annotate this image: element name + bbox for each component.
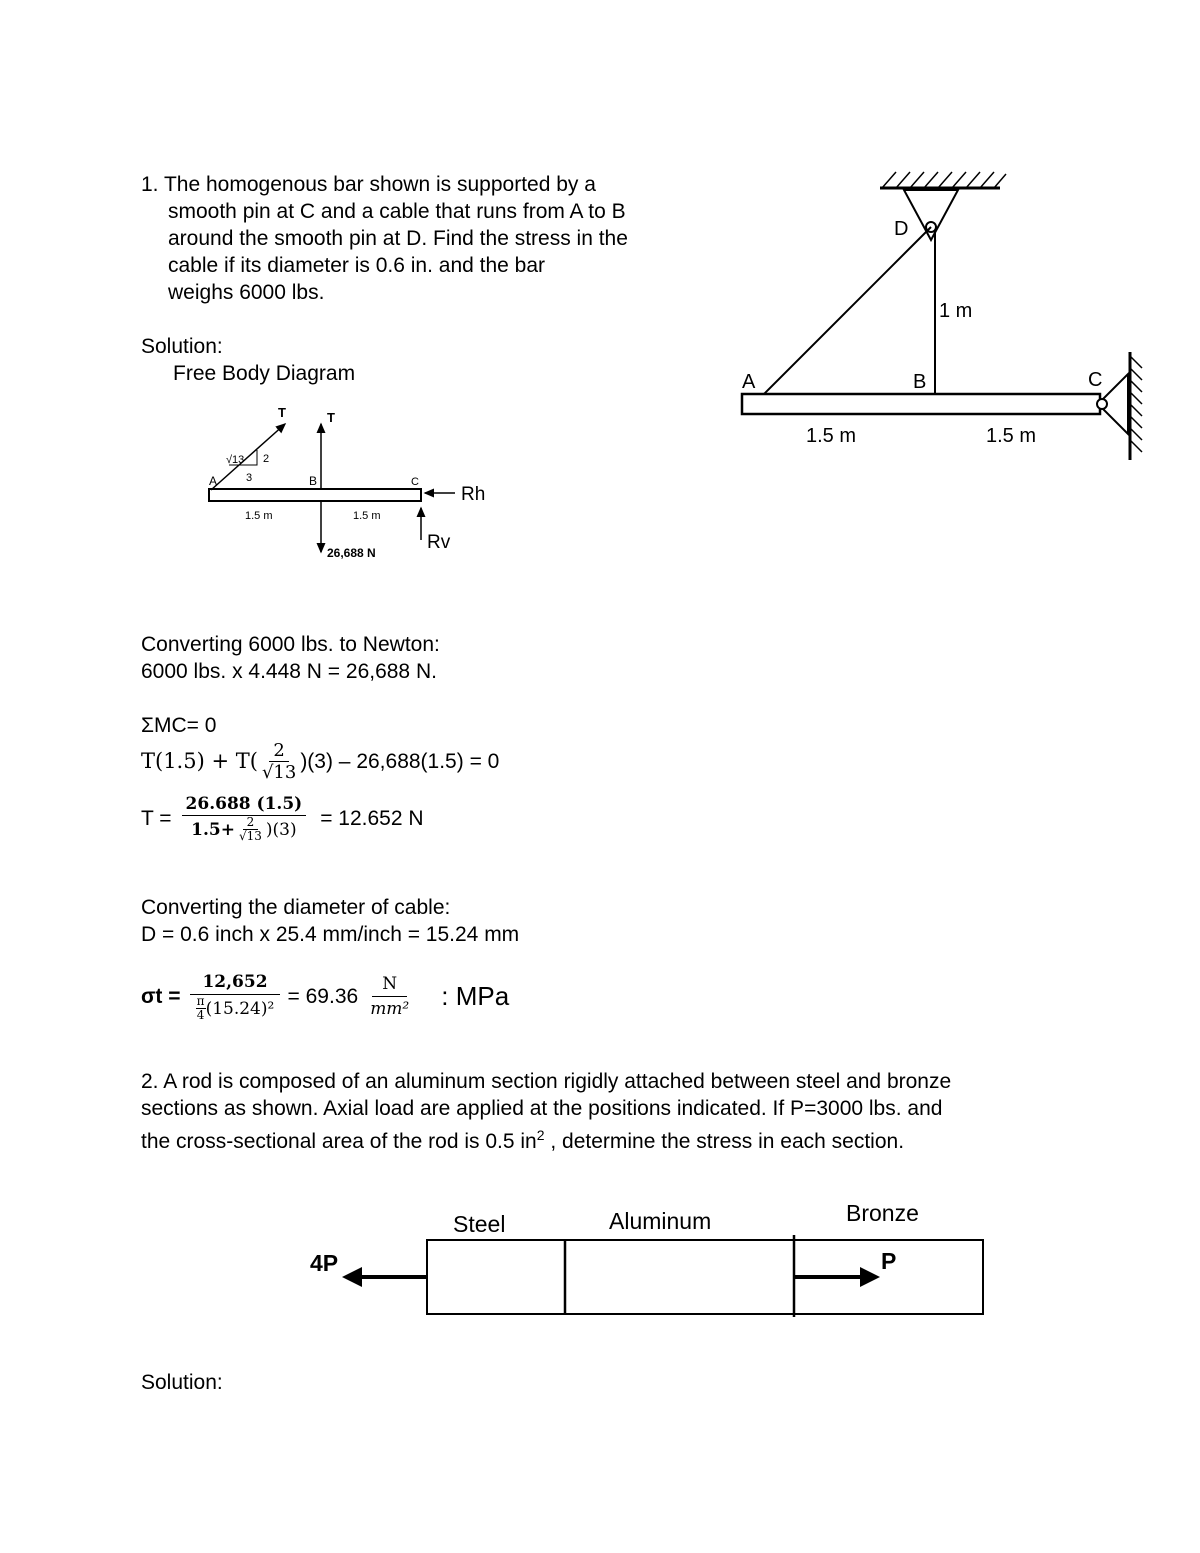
fbd-label-rv: Rv <box>427 532 451 553</box>
free-body-diagram <box>195 400 505 570</box>
rod-label-steel: Steel <box>453 1211 506 1237</box>
eq2-den-part-a: 1.5+ <box>191 819 235 840</box>
rod-label-bronze: Bronze <box>846 1200 919 1226</box>
stress-unit-num: N <box>372 972 407 997</box>
stress-fraction <box>190 970 279 1022</box>
stress-answer: : MPa <box>441 980 510 1011</box>
fbd-label-two: 2 <box>263 453 270 465</box>
fbd-label-weight: 26,688 N <box>327 546 376 560</box>
figure-label-dist1: 1.5 m <box>806 425 857 447</box>
problem-2-solution-label: Solution: <box>141 1371 223 1394</box>
pin-c <box>1097 399 1107 409</box>
bar-abc <box>742 394 1100 414</box>
fbd-label-a: A <box>209 474 218 488</box>
load-arrow-left-head <box>342 1267 362 1287</box>
convert-line: 6000 lbs. x 4.448 N = 26,688 N. <box>141 660 437 683</box>
stress-unit-den: mm² <box>370 998 410 1019</box>
figure-label-a: A <box>742 371 756 393</box>
problem-2-line: 2. A rod is composed of an aluminum section rigidly attached between steel and bronze <box>141 1070 952 1093</box>
problem-1-line: around the smooth pin at D. Find the stress in the <box>168 227 628 250</box>
eq2-lhs: T = <box>141 806 172 830</box>
figure-label-d: D <box>894 218 909 240</box>
problem-2-line: sections as shown. Axial load are applied at the positions indicated. If P=3000 lbs. and <box>141 1097 943 1120</box>
eq2-den-num: 2 <box>243 816 259 830</box>
load-label-right: P <box>881 1248 897 1274</box>
moment-equation: ΣMC= 0 <box>141 714 217 737</box>
rod-outline <box>427 1240 983 1314</box>
fbd-label-rh: Rh <box>461 484 486 505</box>
eq1-den: √13 <box>261 762 297 783</box>
problem-1-line: smooth pin at C and a cable that runs from A to B <box>168 200 626 223</box>
fbd-label-sqrt13: √13 <box>226 454 245 466</box>
eq2-den-den: √13 <box>238 829 262 843</box>
solution-label: Solution: <box>141 335 223 358</box>
diameter-line: D = 0.6 inch x 25.4 mm/inch = 15.24 mm <box>141 923 520 946</box>
eq1-num: 2 <box>269 740 288 762</box>
stress-equation <box>141 970 509 1022</box>
stress-pi-fraction <box>196 995 206 1022</box>
fbd-label-dist1: 1.5 m <box>245 510 273 522</box>
diameter-title: Converting the diameter of cable: <box>141 896 451 919</box>
fbd-label-b: B <box>309 474 318 488</box>
moment-expansion <box>141 740 499 783</box>
problem-1-line: 1. The homogenous bar shown is supported by a <box>141 173 596 196</box>
fbd-bar <box>209 489 421 501</box>
figure-label-dist2: 1.5 m <box>986 425 1037 447</box>
eq1-part-b: )(3) – 26,688(1.5) = 0 <box>300 750 500 773</box>
eq2-fraction <box>182 793 307 843</box>
eq1-part-a: T(1.5) + T( <box>141 749 258 773</box>
problem-1-line: cable if its diameter is 0.6 in. and the bar <box>168 254 546 277</box>
fbd-label-t-incline: T <box>278 405 286 420</box>
cable-ad <box>760 227 931 398</box>
stress-unit-fraction <box>366 972 413 1021</box>
eq2-result: = 12.652 N <box>320 806 424 830</box>
stress-den-four: 4 <box>196 1008 205 1022</box>
figure-label-height: 1 m <box>939 300 973 322</box>
ceiling-hatch <box>882 172 1006 188</box>
fbd-label-dist2: 1.5 m <box>353 510 381 522</box>
eq1-fraction <box>258 740 300 783</box>
stress-den-rest: (15.24)² <box>205 998 275 1019</box>
rod-label-aluminum: Aluminum <box>609 1208 712 1234</box>
problem-1-statement <box>141 171 628 306</box>
problem-1-line: weighs 6000 lbs. <box>168 281 325 304</box>
stress-lhs: σt = <box>141 984 181 1008</box>
convert-title: Converting 6000 lbs. to Newton: <box>141 633 440 656</box>
superscript-two: 2 <box>536 1127 545 1143</box>
stress-den-pi: π <box>196 994 205 1008</box>
problem-2-line: the cross-sectional area of the rod is 0.5 $in^2$ , determine the stress in each section. <box>141 1127 905 1153</box>
bar-cable-figure <box>730 160 1160 470</box>
fbd-label-c: C <box>411 476 419 488</box>
eq2-den-part-b: )(3) <box>265 819 297 840</box>
fbd-label-t-vertical: T <box>327 410 335 425</box>
eq2-den <box>187 816 300 843</box>
rod-figure <box>300 1195 1000 1325</box>
stress-value: = 69.36 <box>287 984 359 1008</box>
figure-label-c: C <box>1088 369 1103 391</box>
fbd-label: Free Body Diagram <box>173 362 356 385</box>
wall-hatch <box>1130 356 1142 452</box>
load-label-left: 4P <box>310 1250 339 1276</box>
fbd-label-three: 3 <box>246 472 253 484</box>
stress-den <box>192 995 279 1022</box>
figure-label-b: B <box>913 371 927 393</box>
stress-num: 12,652 <box>190 970 279 995</box>
eq2-num: 26.688 (1.5) <box>182 793 307 816</box>
tension-solution <box>141 793 424 843</box>
problem-2-statement <box>141 1068 951 1155</box>
eq2-den-fraction <box>235 816 266 843</box>
